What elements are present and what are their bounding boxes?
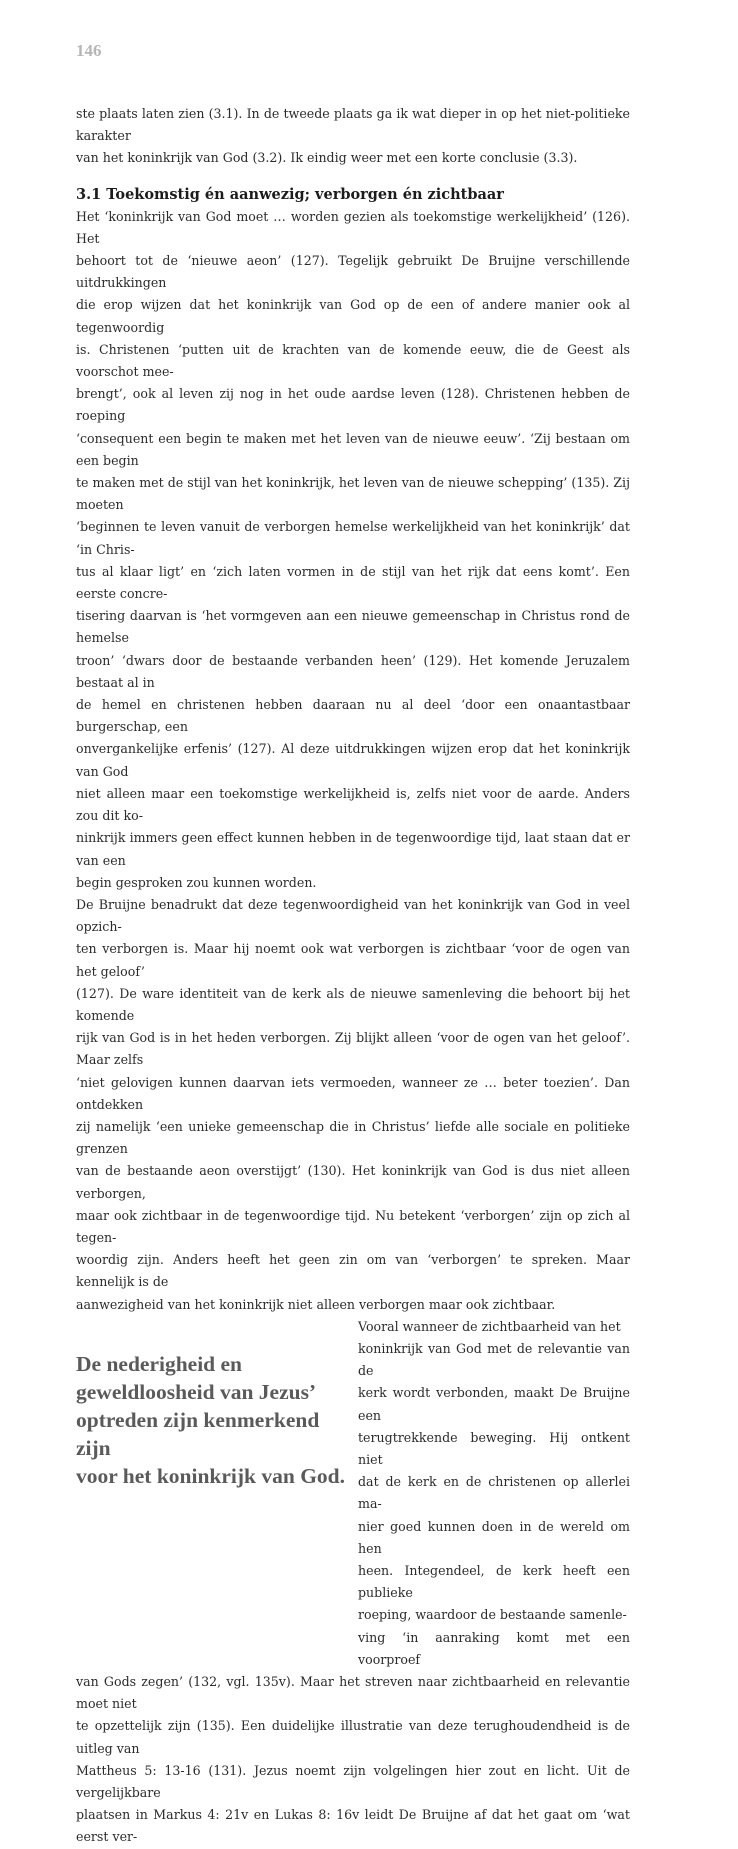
text-line: niet alleen maar een toekomstige werkelijkheid is, zelfs niet voor de aarde. Anders zou dit ko- bbox=[76, 785, 630, 824]
text-line: (127). De ware identiteit van de kerk als de nieuwe samenleving die behoort bij het komende bbox=[76, 985, 630, 1023]
text-line: plaatsen in Markus 4: 21v en Lukas 8: 16v leidt De Bruijne af dat het gaat om ‘wat eerst ver- bbox=[76, 1807, 630, 1845]
text-line: van de bestaande aeon overstijgt’ (130). Het koninkrijk van God is dus niet alleen verborgen, bbox=[76, 1163, 630, 1201]
text-line: koninkrijk van God met de relevantie van de bbox=[358, 1340, 630, 1379]
text-line: geweldloosheid van Jezus’ bbox=[76, 1379, 317, 1404]
paragraph-2 bbox=[76, 894, 630, 1316]
pull-quote bbox=[76, 1350, 346, 1490]
text-line: van Gods zegen’ (132, vgl. 135v). Maar het streven naar zichtbaarheid en relevantie moet niet bbox=[76, 1674, 630, 1712]
text-line: troon’ ‘dwars door de bestaande verbanden heen’ (129). Het komende Jeruzalem bestaat al in bbox=[76, 652, 630, 690]
pull-quote-section bbox=[76, 1316, 630, 1671]
paragraph-3-column bbox=[358, 1316, 630, 1671]
text-line: van het koninkrijk van God (3.2). Ik eindig weer met een korte conclusie (3.3). bbox=[76, 150, 578, 166]
text-line: De nederigheid en bbox=[76, 1351, 243, 1376]
text-line: De Bruijne benadrukt dat deze tegenwoordigheid van het koninkrijk van God in veel opzich- bbox=[76, 896, 630, 935]
text-line: die erop wijzen dat het koninkrijk van God op de een of andere manier ook al tegenwoordig bbox=[76, 297, 630, 335]
text-line: ste plaats laten zien (3.1). In de tweede plaats ga ik wat dieper in op het niet-politieke karakter bbox=[76, 106, 630, 144]
text-line: behoort tot de ‘nieuwe aeon’ (127). Tegelijk gebruikt De Bruijne verschillende uitdrukkingen bbox=[76, 253, 630, 291]
text-line: ninkrijk immers geen effect kunnen hebben in de tegenwoordige tijd, laat staan dat er van een bbox=[76, 830, 630, 868]
text-line: rijk van God is in het heden verborgen. Zij blijkt alleen ‘voor de ogen van het geloof’. Maar zelfs bbox=[76, 1030, 630, 1068]
paragraph-3-continued bbox=[76, 1671, 630, 1849]
text-line: ten verborgen is. Maar hij noemt ook wat verborgen is zichtbaar ‘voor de ogen van het geloof’ bbox=[76, 941, 630, 979]
text-line: optreden zijn kenmerkend zijn bbox=[76, 1407, 320, 1460]
text-line: ‘consequent een begin te maken met het leven van de nieuwe eeuw’. ‘Zij bestaan om een begin bbox=[76, 430, 630, 468]
text-line: terugtrekkende beweging. Hij ontkent niet bbox=[358, 1429, 630, 1467]
text-line: ving ‘in aanraking komt met een voorproef bbox=[358, 1629, 630, 1667]
text-line: zij namelijk ‘een unieke gemeenschap die in Christus’ liefde alle sociale en politieke grenzen bbox=[76, 1118, 630, 1157]
text-line: ‘beginnen te leven vanuit de verborgen hemelse werkelijkheid van het koninkrijk’ dat ‘in Chris- bbox=[76, 519, 630, 557]
text-line: brengt’, ook al leven zij nog in het oude aardse leven (128). Christenen hebben de roeping bbox=[76, 386, 630, 424]
page-content bbox=[76, 103, 630, 1849]
page-number: 146 bbox=[76, 41, 102, 60]
text-line: Mattheus 5: 13-16 (131). Jezus noemt zijn volgelingen hier zout en licht. Uit de vergelijkbare bbox=[76, 1762, 630, 1801]
text-line: Het ‘koninkrijk van God moet … worden gezien als toekomstige werkelijkheid’ (126). Het bbox=[76, 208, 630, 246]
text-line: is. Christenen ‘putten uit de krachten van de komende eeuw, die de Geest als voorschot mee- bbox=[76, 341, 630, 380]
text-line: tisering daarvan is ‘het vormgeven aan een nieuwe gemeenschap in Christus rond de hemelse bbox=[76, 608, 630, 646]
section-heading: 3.1 Toekomstig én aanwezig; verborgen én zichtbaar bbox=[76, 185, 504, 203]
text-line: ‘niet gelovigen kunnen daarvan iets vermoeden, wanneer ze … beter toezien’. Dan ontdekken bbox=[76, 1074, 630, 1112]
text-line: Vooral wanneer de zichtbaarheid van het bbox=[358, 1318, 621, 1334]
text-line: te opzettelijk zijn (135). Een duidelijke illustratie van deze terughoudendheid is de uitleg van bbox=[76, 1718, 630, 1756]
text-line: kerk wordt verbonden, maakt De Bruijne een bbox=[358, 1385, 630, 1423]
text-line: tus al klaar ligt’ en ‘zich laten vormen in de stijl van het rijk dat eens komt’. Een eerste concre- bbox=[76, 563, 630, 602]
text-line: begin gesproken zou kunnen worden. bbox=[76, 874, 317, 890]
text-line: dat de kerk en de christenen op allerlei ma- bbox=[358, 1474, 630, 1512]
intro-paragraph bbox=[76, 103, 630, 170]
text-line: aanwezigheid van het koninkrijk niet alleen verborgen maar ook zichtbaar. bbox=[76, 1296, 556, 1312]
paragraph-1 bbox=[76, 206, 630, 894]
text-line: voor het koninkrijk van God. bbox=[76, 1463, 346, 1488]
text-line: maar ook zichtbaar in de tegenwoordige tijd. Nu betekent ‘verborgen’ zijn op zich al tegen- bbox=[76, 1207, 630, 1245]
text-line: woordig zijn. Anders heeft het geen zin om van ‘verborgen’ te spreken. Maar kennelijk is de bbox=[76, 1252, 630, 1290]
text-line: roeping, waardoor de bestaande samenle- bbox=[358, 1607, 627, 1623]
text-line: heen. Integendeel, de kerk heeft een publieke bbox=[358, 1563, 630, 1601]
text-line: onvergankelijke erfenis’ (127). Al deze uitdrukkingen wijzen erop dat het koninkrijk van God bbox=[76, 741, 630, 779]
text-line: nier goed kunnen doen in de wereld om hen bbox=[358, 1518, 630, 1556]
text-line: te maken met de stijl van het koninkrijk, het leven van de nieuwe schepping’ (135). Zij moeten bbox=[76, 475, 630, 513]
text-line: de hemel en christenen hebben daaraan nu al deel ‘door een onaantastbaar burgerschap, een bbox=[76, 697, 630, 735]
